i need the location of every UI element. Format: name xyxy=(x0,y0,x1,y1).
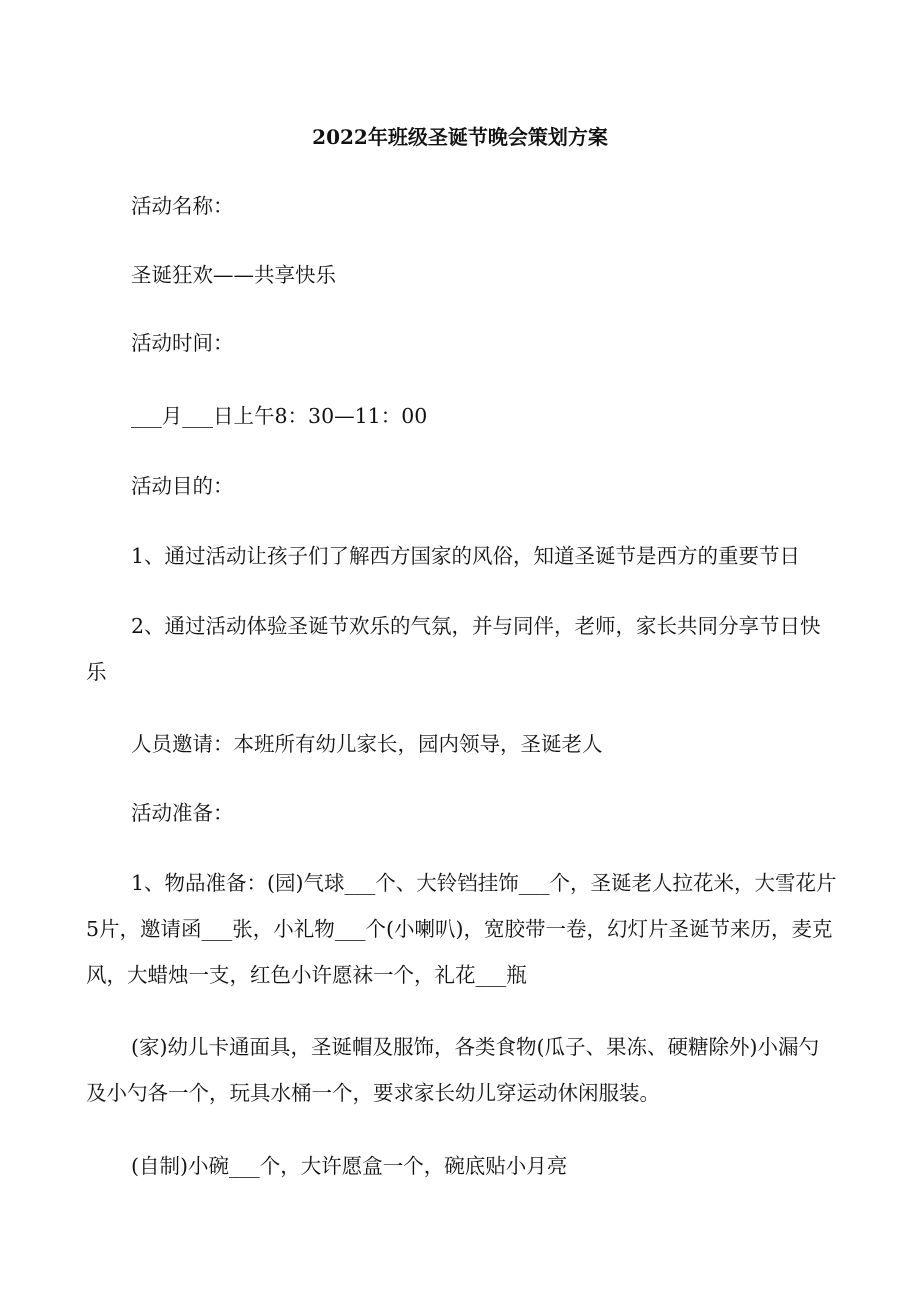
paragraph-activity-name-label: 活动名称： xyxy=(131,194,234,218)
paragraph-activity-name: 圣诞狂欢——共享快乐 xyxy=(131,263,336,287)
paragraph-family-items: (家)幼儿卡通面具，圣诞帽及服饰，各类食物(瓜子、果冻、硬糖除外)小漏勺及小勺各一个，玩具水桶一个，要求家长幼儿穿运动休闲服装。 xyxy=(86,1035,819,1105)
paragraph-preparation-label: 活动准备： xyxy=(131,801,234,825)
paragraph-goal-1: 1、通过活动让孩子们了解西方国家的风俗，知道圣诞节是西方的重要节日 xyxy=(131,544,801,568)
paragraph-preparation-items: 1、物品准备：(园)气球___个、大铃铛挂饰___个，圣诞老人拉花米，大雪花片5片，邀请函___张，小礼物___个(小喇叭)，宽胶带一卷，幻灯片圣诞节来历，麦克风，大蜡烛一支，红色小许愿袜一个，礼花___瓶 xyxy=(86,871,837,987)
paragraph-handmade-items: (自制)小碗___个，大许愿盒一个，碗底贴小月亮 xyxy=(131,1154,568,1178)
paragraph-activity-time-label: 活动时间： xyxy=(131,331,234,355)
paragraph-goal-2: 2、通过活动体验圣诞节欢乐的气氛，并与同伴，老师，家长共同分享节日快乐 xyxy=(86,614,821,684)
paragraph-activity-goal-label: 活动目的： xyxy=(131,474,234,498)
paragraph-invitees: 人员邀请：本班所有幼儿家长，园内领导，圣诞老人 xyxy=(131,732,603,756)
paragraph-activity-time: ___月___日上午8：30—11：00 xyxy=(131,404,428,428)
document-title: 2022年班级圣诞节晚会策划方案 xyxy=(312,125,608,149)
